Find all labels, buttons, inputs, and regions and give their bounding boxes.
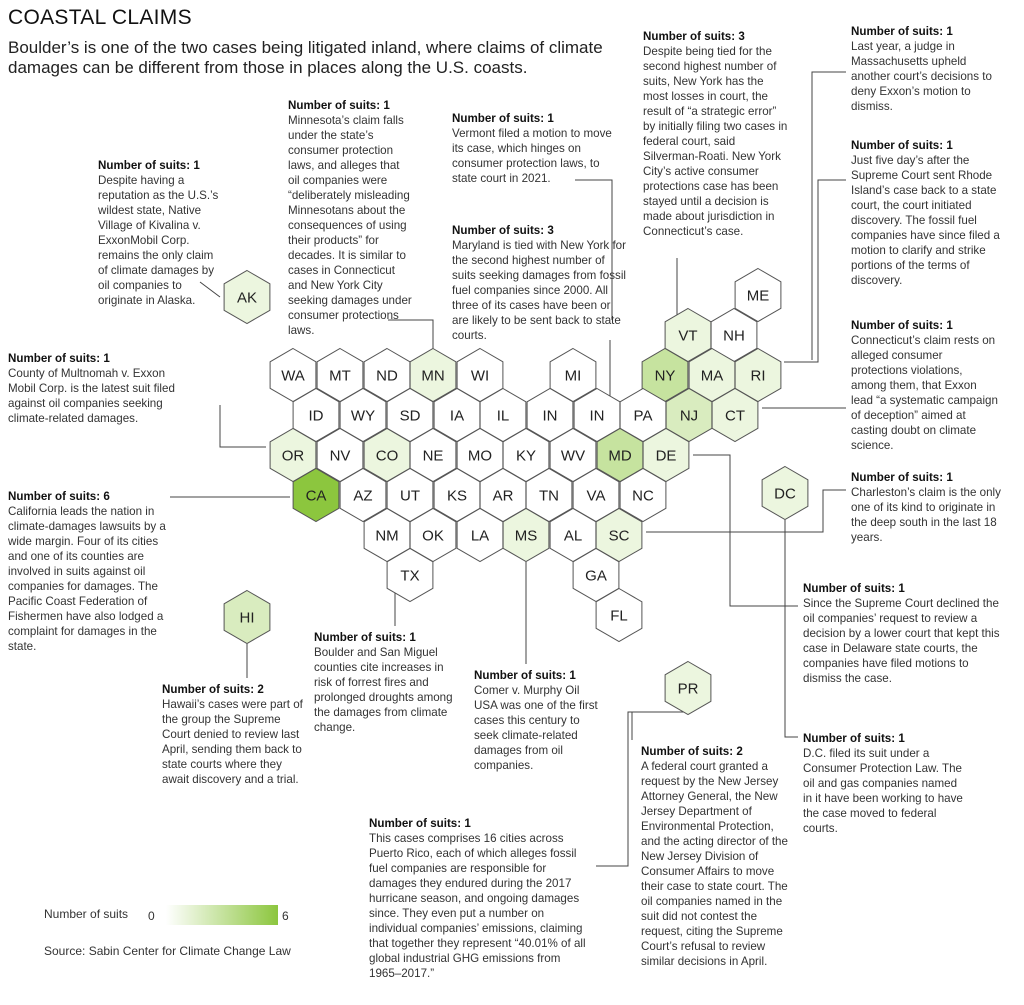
annotation-heading: Number of suits: 1 [851,139,953,152]
hex-label-me: ME [746,287,770,305]
hex-label-ok: OK [422,527,444,545]
hex-label-nm: NM [375,527,399,545]
hex-label-nh: NH [723,327,745,345]
hex-label-al: AL [563,527,583,545]
annotation-text: Since the Supreme Court declined the oil companies’ request to review a decision by a lower court that kept this case in Delaware state courts, the companies have filed motions to dismiss the case. [803,597,1000,685]
leader-line-nj [632,712,688,740]
hex-label-wv: WV [560,447,586,465]
annotation-heading: Number of suits: 1 [803,732,905,745]
leader-line-ma [812,72,846,360]
hex-label-ne: NE [422,447,444,465]
annotation-text: Connecticut’s claim rests on alleged consumer protections violations, among them, that Exxon lead “a systematic campaign of deception” aimed at casting doubt on climate science. [851,334,998,452]
annotation-ma [851,24,996,114]
annotation-md [452,223,627,343]
annotation-heading: Number of suits: 1 [851,25,953,38]
annotation-ny [643,29,788,239]
hex-label-ri: RI [750,367,766,385]
hex-label-mn: MN [421,367,445,385]
annotation-heading: Number of suits: 1 [803,582,905,595]
hex-label-ky: KY [515,447,537,465]
legend-min: 0 [148,909,155,923]
hex-label-fl: FL [610,607,628,625]
hex-label-mi: MI [564,367,582,385]
annotation-text: Despite being tied for the second highest number of suits, New York has the most losses in court, the result of “a strategic error” by initially filing two cases in federal court, said Silverman-Roati. New York City’s active consumer protections case has been stayed until a decision is made about jurisdiction in Connecticut’s case. [643,45,788,238]
hex-label-ak: AK [236,289,258,307]
hex-hi [224,591,270,644]
annotation-text: Just five day’s after the Supreme Court sent Rhode Island’s case back to a state court, the court initiated discovery. The fossil fuel companies have since filed a motion to clarify and strike portions of the terms of discovery. [851,154,1000,287]
hex-label-mt: MT [329,367,351,385]
annotation-or [8,351,183,426]
annotation-pr [369,816,591,981]
hex-label-ny: NY [654,367,676,385]
hex-label-ut: UT [400,487,420,505]
hex-label-ms: MS [514,527,538,545]
chart-title: COASTAL CLAIMS [8,6,192,29]
annotation-nj [641,744,791,969]
annotation-hi [162,682,312,787]
hex-label-ia: IA [449,407,465,425]
annotation-heading: Number of suits: 1 [851,471,953,484]
annotation-heading: Number of suits: 6 [8,490,110,503]
legend-label: Number of suits [44,907,129,921]
legend-max: 6 [282,909,289,923]
hex-label-md: MD [608,447,632,465]
annotation-heading: Number of suits: 3 [452,224,554,237]
annotation-ca [8,489,168,654]
hex-label-ca: CA [305,487,327,505]
hex-label-wa: WA [281,367,305,385]
annotation-text: Despite having a reputation as the U.S.’s wildest state, Native Village of Kivalina v. ExxonMobil Corp. remains the only claim of climate damages by oil companies to originate in Alaska. [98,174,219,307]
hex-label-nc: NC [632,487,654,505]
annotation-sc [851,470,1011,545]
leader-line-sc [646,490,846,532]
hex-label-ga: GA [585,567,607,585]
annotation-ms [474,668,604,773]
annotation-co [314,630,459,735]
hex-label-pr: PR [677,680,699,698]
hex-ak [224,271,270,324]
hex-label-sc: SC [608,527,630,545]
hex-label-wi: WI [470,367,490,385]
annotation-text: This cases comprises 16 cities across Puerto Rico, each of which alleges fossil fuel companies are responsible for damages they endured during the 2017 hurricane season, and ongoing damages since. They even put a number on individual companies’ emissions, claiming that together they represent “40.01% of all global industrial GHG emissions from 1965–2017.” [369,832,586,980]
hex-label-il: IL [496,407,510,425]
hex-label-tx: TX [400,567,420,585]
hex-pr [665,662,711,715]
leader-line-dc [785,520,798,737]
hex-label-nd: ND [376,367,398,385]
annotation-heading: Number of suits: 2 [162,683,264,696]
hex-label-va: VA [586,487,606,505]
annotation-de [803,581,1003,686]
annotation-heading: Number of suits: 1 [98,159,200,172]
legend-gradient [166,905,278,925]
annotation-ct [851,318,1001,453]
chart-subtitle: Boulder’s is one of the two cases being litigated inland, where claims of climate damages can be different from those in places along the U.S. coasts. [8,38,603,77]
hex-label-nv: NV [329,447,351,465]
hex-label-oh: IN [589,407,605,425]
source-note: Source: Sabin Center for Climate Change Law [44,944,291,958]
hex-label-ma: MA [700,367,724,385]
hex-label-az: AZ [353,487,373,505]
annotation-text: Comer v. Murphy Oil USA was one of the first cases this century to seek climate-related damages from oil companies. [474,684,598,772]
hex-label-nj: NJ [679,407,699,425]
hex-label-sd: SD [399,407,421,425]
annotation-heading: Number of suits: 1 [851,319,953,332]
hex-label-co: CO [375,447,399,465]
hex-label-mo: MO [467,447,493,465]
annotation-ri [851,138,1019,288]
annotation-text: California leads the nation in climate-damages lawsuits by a wide margin. Four of its cities and one of its counties are involved in suits against oil companies for damages. The Pacific Coast Federation of Fishermen have also lodged a complaint for damages in the state. [8,505,166,653]
hex-label-id: ID [308,407,324,425]
hex-dc [762,467,808,520]
hex-label-pa: PA [633,407,653,425]
annotation-heading: Number of suits: 1 [8,352,110,365]
annotation-vt [452,111,622,186]
hex-label-ks: KS [446,487,468,505]
hex-label-la: LA [470,527,490,545]
annotation-text: A federal court granted a request by the New Jersey Attorney General, the New Jersey Department of Environmental Protection, and the acting director of the New Jersey Division of Consumer Affairs to move their case to state court. The oil companies named in the suit did not contest the request, citing the Supreme Court’s refusal to review similar decisions in April. [641,760,788,968]
hex-label-vt: VT [678,327,698,345]
annotation-heading: Number of suits: 1 [474,669,576,682]
hex-label-ar: AR [492,487,514,505]
annotation-text: Charleston’s claim is the only one of its kind to originate in the deep south in the last 18 years. [851,486,1001,544]
annotation-heading: Number of suits: 1 [288,99,390,112]
annotation-mn [288,98,413,338]
annotation-text: County of Multnomah v. Exxon Mobil Corp. is the latest suit filed against oil companies seeking climate-related damages. [8,367,175,425]
annotation-heading: Number of suits: 1 [369,817,471,830]
hex-label-in: IN [542,407,558,425]
hex-label-dc: DC [774,485,796,503]
hex-label-tn: TN [539,487,559,505]
leader-line-ri [784,180,846,362]
leader-line-or [220,405,266,447]
hex-label-or: OR [281,447,305,465]
annotation-heading: Number of suits: 3 [643,30,745,43]
hex-label-de: DE [655,447,677,465]
annotation-text: Last year, a judge in Massachusetts upheld another court’s decisions to deny Exxon’s motion to dismiss. [851,40,992,113]
annotation-text: Minnesota’s claim falls under the state’s consumer protection laws, and alleges that oil companies were “deliberately misleading Minnesotans about the consequences of using their products” for decades. It is similar to cases in Connecticut and New York City seeking damages under consumer protections laws. [288,114,412,337]
hex-label-hi: HI [239,609,255,627]
hex-label-ct: CT [725,407,745,425]
annotation-heading: Number of suits: 2 [641,745,743,758]
annotation-text: Vermont filed a motion to move its case, which hinges on consumer protection laws, to state court in 2021. [452,127,612,185]
annotation-dc [803,731,963,836]
annotation-heading: Number of suits: 1 [452,112,554,125]
annotation-heading: Number of suits: 1 [314,631,416,644]
hex-label-wy: WY [350,407,376,425]
annotation-text: Hawaii’s cases were part of the group the Supreme Court denied to review last April, sending them back to state courts where they await discovery and a trial. [162,698,303,786]
annotation-text: Maryland is tied with New York for the second highest number of suits seeking damages from fossil fuel companies since 2000. All three of its cases have been or are likely to be sent back to state courts. [452,239,626,342]
annotation-text: Boulder and San Miguel counties cite increases in risk of forrest fires and prolonged droughts among the damages from climate change. [314,646,453,734]
annotation-text: D.C. filed its suit under a Consumer Protection Law. The oil and gas companies named in it have been working to have the case moved to federal courts. [803,747,963,835]
annotation-ak [98,158,220,308]
